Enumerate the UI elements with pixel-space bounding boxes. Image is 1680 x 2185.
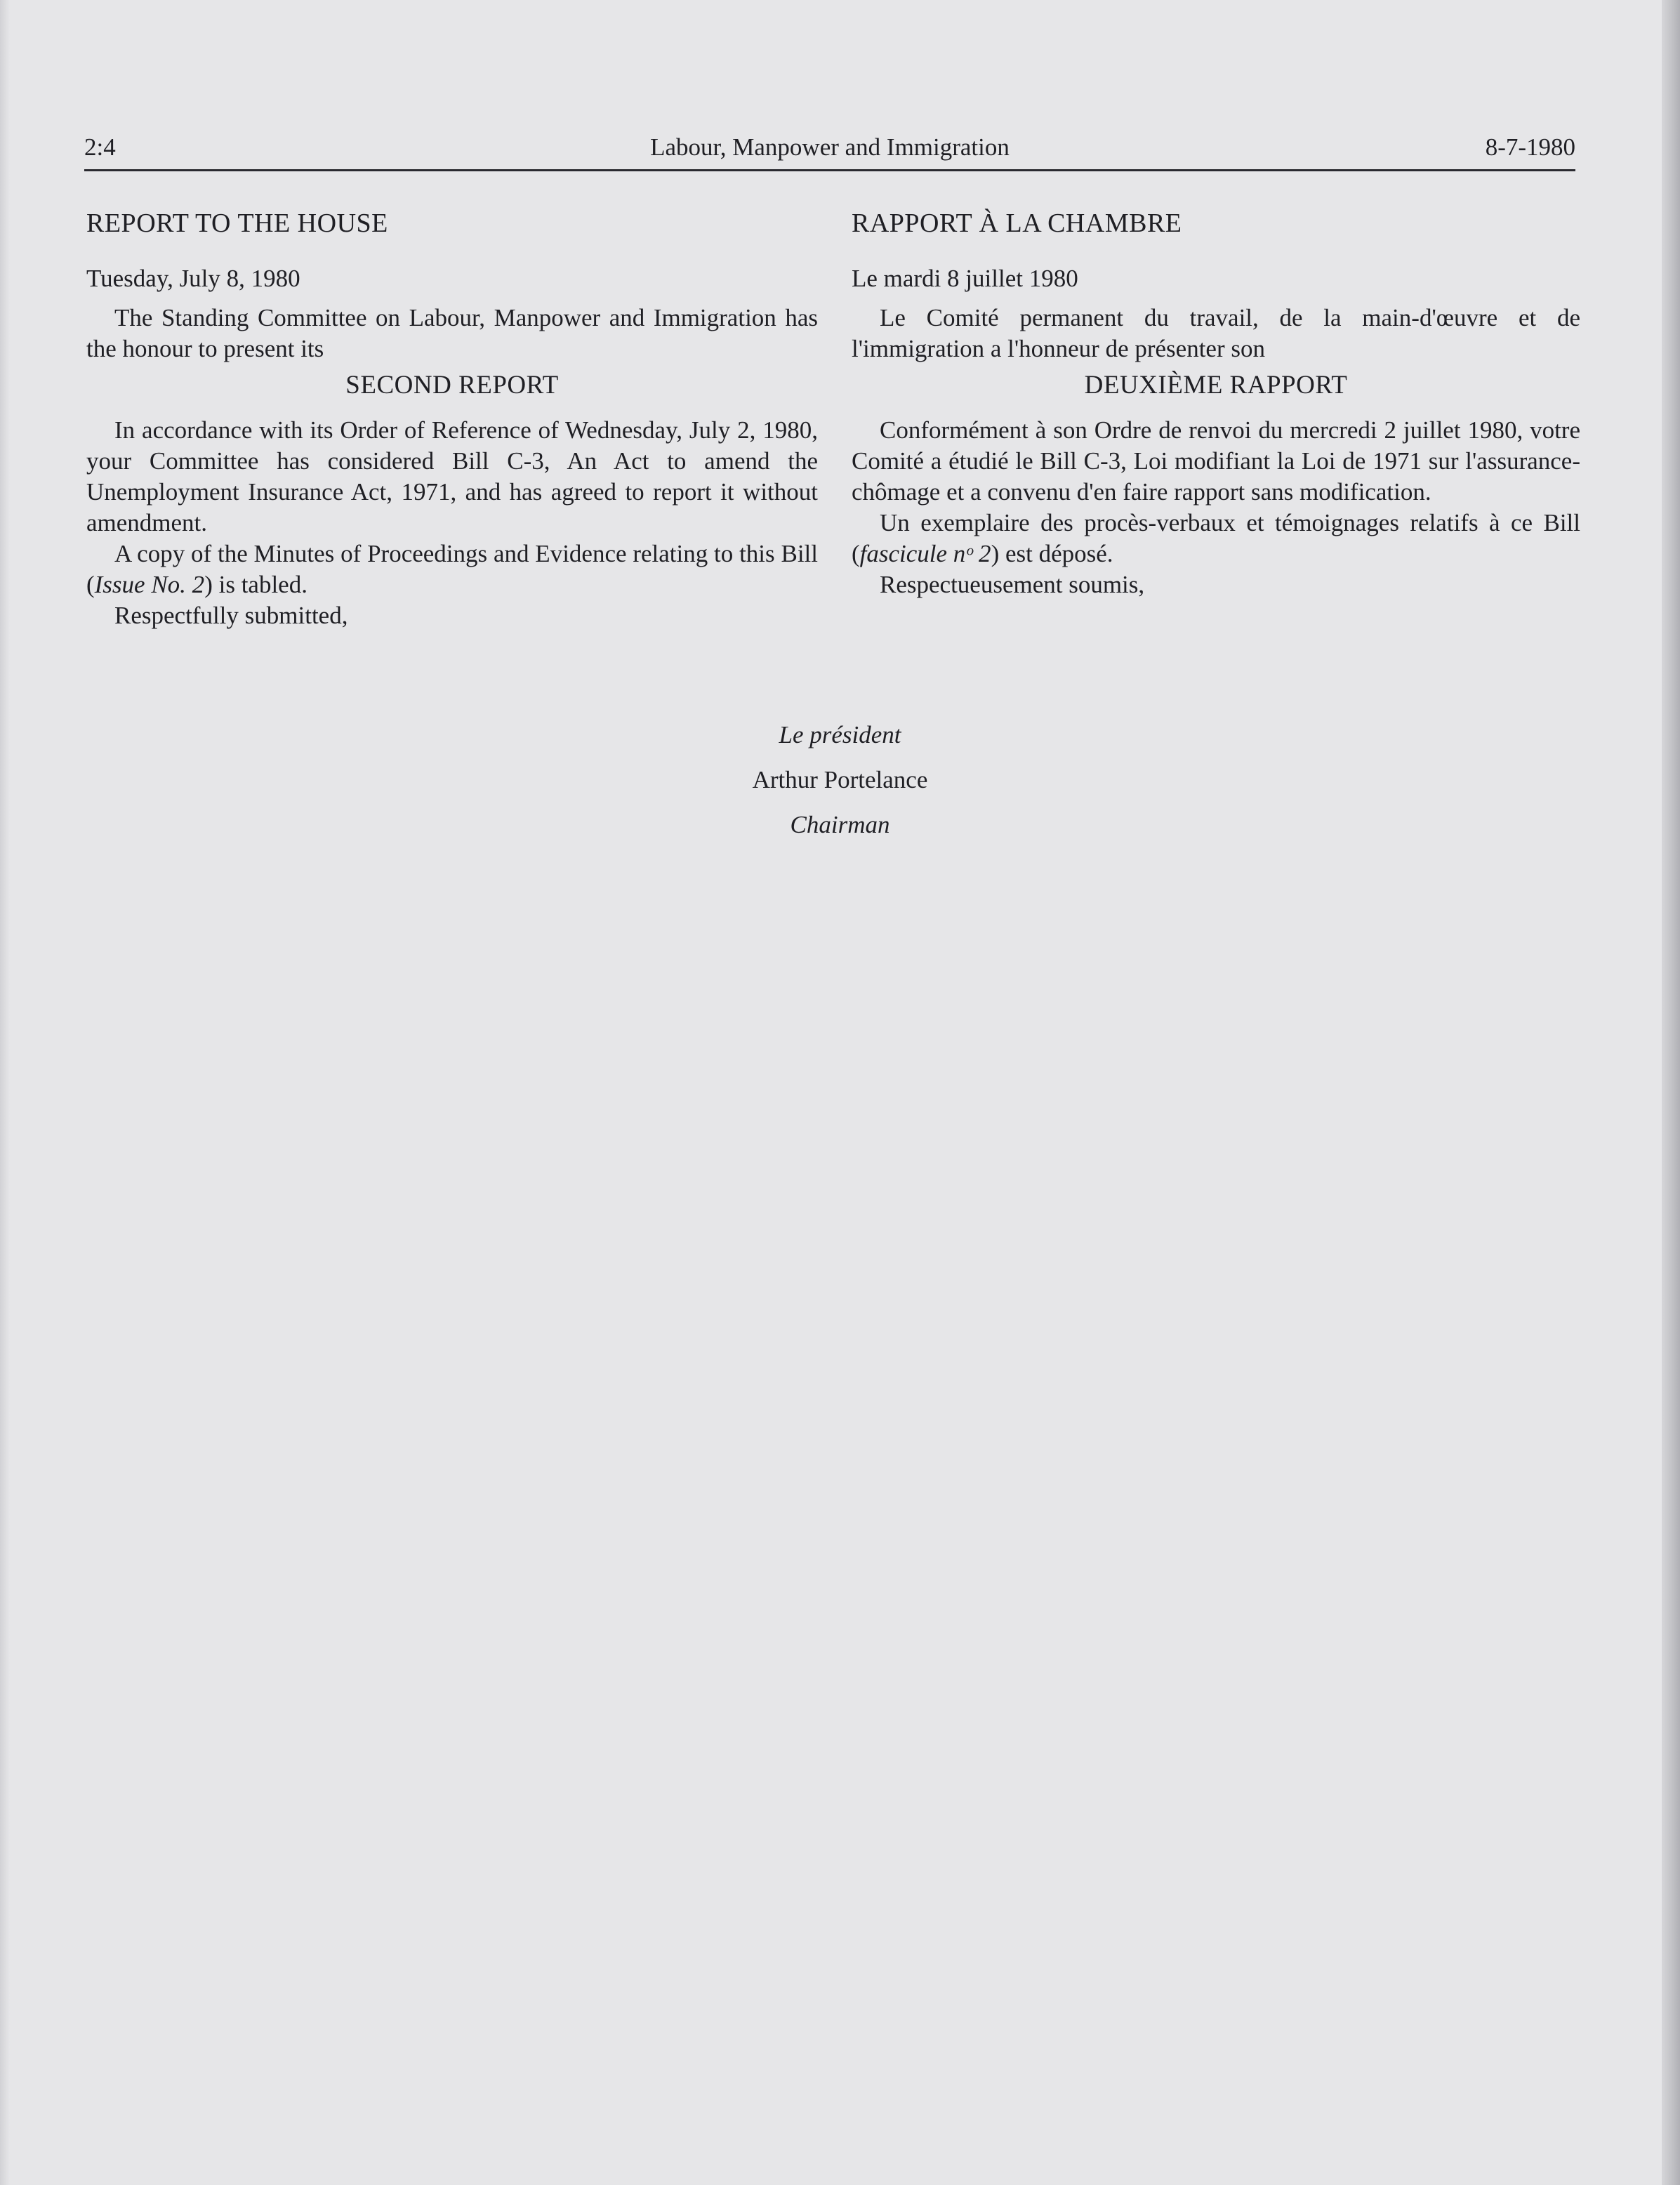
english-issue-ref: Issue No. 2 bbox=[94, 571, 205, 598]
french-intro: Le Comité permanent du travail, de la main-d'œuvre et de l'immigration a l'honneur de présenter son bbox=[852, 304, 1580, 362]
french-copy-note bbox=[852, 508, 1580, 569]
french-copy-text: Un exemplaire des procès-verbaux et témoignages relatifs à ce Bill ( bbox=[852, 509, 1580, 567]
english-copy-text-end: ) is tabled. bbox=[204, 571, 307, 598]
signature-name: Arthur Portelance bbox=[752, 766, 928, 793]
page-header bbox=[84, 133, 1575, 169]
french-issue-ref: fascicule nᵒ 2 bbox=[859, 540, 991, 567]
french-body: Conformément à son Ordre de renvoi du mercredi 2 juillet 1980, votre Comité a étudié le Bill C-3, Loi modifiant la Loi de 1971 sur l'assurance-chômage et a convenu d'en faire rapport sans modification. bbox=[852, 416, 1580, 506]
signature-title-fr: Le président bbox=[779, 721, 901, 748]
french-closing: Respectueusement soumis, bbox=[880, 571, 1145, 598]
english-report-title: SECOND REPORT bbox=[345, 371, 559, 400]
english-heading: REPORT TO THE HOUSE bbox=[86, 209, 388, 238]
english-copy-text: A copy of the Minutes of Proceedings and Evidence relating to this Bill ( bbox=[86, 540, 818, 598]
page-number: 2:4 bbox=[84, 133, 116, 161]
english-intro: The Standing Committee on Labour, Manpower and Immigration has the honour to present its bbox=[86, 304, 818, 362]
page-edge bbox=[1662, 0, 1680, 2185]
english-column bbox=[86, 208, 818, 631]
french-heading: RAPPORT À LA CHAMBRE bbox=[852, 209, 1182, 238]
french-date: Le mardi 8 juillet 1980 bbox=[852, 265, 1078, 292]
french-report-title: DEUXIÈME RAPPORT bbox=[1084, 371, 1348, 400]
english-date: Tuesday, July 8, 1980 bbox=[86, 265, 300, 292]
english-copy-note bbox=[86, 539, 818, 600]
header-date: 8-7-1980 bbox=[1485, 133, 1575, 161]
signature-title-en: Chairman bbox=[790, 811, 890, 838]
french-column bbox=[852, 208, 1580, 600]
header-rule bbox=[84, 169, 1575, 171]
signature-block bbox=[0, 713, 1680, 847]
running-title: Labour, Manpower and Immigration bbox=[650, 133, 1010, 161]
english-body: In accordance with its Order of Reference of Wednesday, July 2, 1980, your Committee has considered Bill C-3, An Act to amend the Unemployment Insurance Act, 1971, and has agreed to report it without amendment. bbox=[86, 416, 818, 536]
english-closing: Respectfully submitted, bbox=[114, 602, 348, 629]
page-left-shadow bbox=[0, 0, 10, 2185]
french-copy-text-end: ) est déposé. bbox=[991, 540, 1113, 567]
